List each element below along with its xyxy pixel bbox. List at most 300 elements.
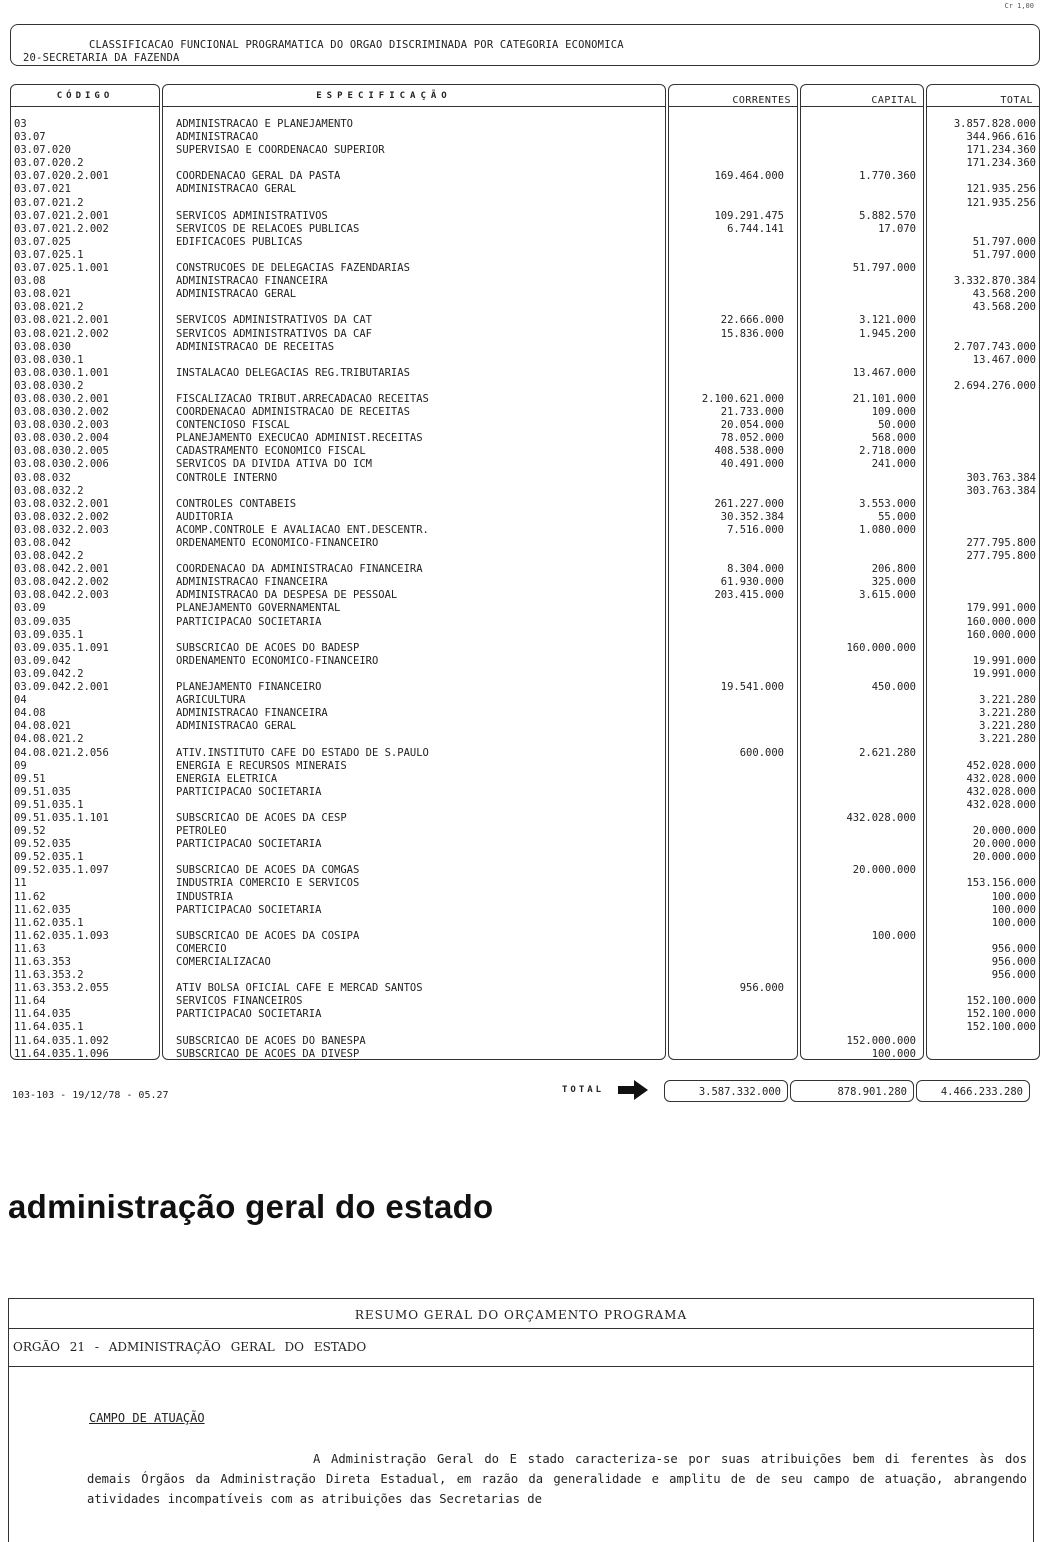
row-description: SERVICOS FINANCEIROS — [176, 995, 303, 1008]
row-description: ADMINISTRACAO GERAL — [176, 288, 297, 301]
resumo-title: RESUMO GERAL DO ORÇAMENTO PROGRAMA — [9, 1299, 1033, 1329]
row-total: 51.797.000 — [972, 248, 1036, 261]
row-correntes: 109.291.475 — [714, 209, 784, 222]
resumo-box — [8, 1298, 1034, 1542]
table-row — [10, 668, 1040, 681]
correntes-header: CORRENTES — [669, 85, 797, 107]
table-row — [10, 707, 1040, 720]
row-description: SERVICOS ADMINISTRATIVOS DA CAF — [176, 327, 372, 340]
row-code: 04.08.021.2 — [14, 733, 84, 746]
table-row — [10, 1048, 1040, 1061]
row-description: ACOMP.CONTROLE E AVALIACAO ENT.DESCENTR. — [176, 523, 429, 536]
row-description: SUPERVISAO E COORDENACAO SUPERIOR — [176, 144, 385, 157]
row-description: SUBSCRICAO DE ACOES DO BANESPA — [176, 1034, 366, 1047]
table-row — [10, 301, 1040, 314]
row-capital: 160.000.000 — [846, 641, 916, 654]
row-total: 3.332.870.384 — [953, 275, 1036, 288]
row-code: 03.08.042 — [14, 537, 71, 549]
table-row — [10, 864, 1040, 877]
row-total: 2.707.743.000 — [953, 340, 1036, 353]
row-code: 03.09.042.2.001 — [14, 681, 109, 694]
row-code: 03.08 — [14, 275, 46, 288]
row-total: 43.568.200 — [972, 288, 1036, 301]
row-description: ADMINISTRACAO FINANCEIRA — [176, 576, 328, 589]
table-row — [10, 720, 1040, 733]
row-code: 03.08.030.2.002 — [14, 406, 109, 419]
row-description: INDUSTRIA COMERCIO E SERVICOS — [176, 877, 360, 890]
codigo-header: CÓDIGO — [11, 85, 159, 107]
row-total: 956.000 — [991, 969, 1036, 982]
row-description: ADMINISTRACAO DE RECEITAS — [176, 340, 335, 353]
table-row — [10, 943, 1040, 956]
row-description: SUBSCRICAO DE ACOES DO BADESP — [176, 641, 360, 654]
table-row — [10, 131, 1040, 144]
table-row — [10, 969, 1040, 982]
table-row — [10, 511, 1040, 524]
row-description: INSTALACAO DELEGACIAS REG.TRIBUTARIAS — [176, 366, 410, 379]
orgao-name: 20-SECRETARIA DA FAZENDA — [23, 52, 180, 64]
row-description: ADMINISTRACAO E PLANEJAMENTO — [176, 118, 354, 130]
row-capital: 206.800 — [871, 563, 916, 576]
row-description: CONTROLES CONTABEIS — [176, 497, 297, 510]
row-code: 03.08.030.2.005 — [14, 445, 109, 458]
row-total: 3.221.280 — [979, 733, 1036, 746]
table-row — [10, 341, 1040, 354]
row-total: 19.991.000 — [972, 667, 1036, 680]
row-code: 03.07.020.2.001 — [14, 170, 109, 183]
row-code: 03.09.035.1 — [14, 628, 84, 641]
row-description: ATIV.INSTITUTO CAFE DO ESTADO DE S.PAULO — [176, 746, 429, 759]
table-row — [10, 904, 1040, 917]
row-description: PARTICIPACAO SOCIETARIA — [176, 903, 322, 916]
row-description: PARTICIPACAO SOCIETARIA — [176, 1008, 322, 1021]
row-total: 303.763.384 — [966, 484, 1036, 497]
row-correntes: 169.464.000 — [714, 170, 784, 183]
total-geral: 4.466.233.280 — [916, 1080, 1030, 1102]
row-code: 04.08 — [14, 707, 46, 720]
table-row — [10, 982, 1040, 995]
row-code: 03.07.021.2 — [14, 196, 84, 209]
table-row — [10, 249, 1040, 262]
row-total: 277.795.800 — [966, 537, 1036, 549]
table-row — [10, 576, 1040, 589]
row-code: 11.63.353.2 — [14, 969, 84, 982]
row-code: 11.64.035.1.096 — [14, 1047, 109, 1060]
table-row — [10, 1021, 1040, 1034]
row-capital: 2.718.000 — [859, 445, 916, 458]
row-code: 11.64.035.1 — [14, 1021, 84, 1034]
table-row — [10, 773, 1040, 786]
table-row — [10, 760, 1040, 773]
row-code: 04.08.021 — [14, 720, 71, 733]
table-row — [10, 655, 1040, 668]
table-row — [10, 458, 1040, 471]
row-description: CADASTRAMENTO ECONOMICO FISCAL — [176, 445, 366, 458]
row-correntes: 956.000 — [739, 982, 784, 995]
row-total: 3.857.828.000 — [953, 118, 1036, 130]
row-capital: 568.000 — [871, 432, 916, 445]
row-description: PARTICIPACAO SOCIETARIA — [176, 785, 322, 798]
row-capital: 50.000 — [878, 419, 916, 432]
row-capital: 1.080.000 — [859, 523, 916, 536]
row-total: 160.000.000 — [966, 628, 1036, 641]
row-code: 11.64.035 — [14, 1008, 71, 1021]
row-description: ADMINISTRACAO DA DESPESA DE PESSOAL — [176, 589, 398, 602]
row-description: ENERGIA E RECURSOS MINERAIS — [176, 759, 347, 772]
row-total: 2.694.276.000 — [953, 379, 1036, 392]
row-capital: 3.615.000 — [859, 589, 916, 602]
row-correntes: 7.516.000 — [727, 523, 784, 536]
row-code: 09.52.035 — [14, 838, 71, 851]
row-total: 3.221.280 — [979, 720, 1036, 733]
row-description: CONTROLE INTERNO — [176, 471, 278, 484]
table-row — [10, 183, 1040, 196]
table-row — [10, 694, 1040, 707]
table-row — [10, 314, 1040, 327]
row-description: COMERCIALIZACAO — [176, 956, 271, 968]
row-description: SUBSCRICAO DE ACOES DA COSIPA — [176, 929, 360, 942]
row-code: 03.08.021.2.001 — [14, 314, 109, 327]
row-capital: 21.101.000 — [852, 392, 916, 405]
row-code: 03.09.042.2 — [14, 667, 84, 680]
row-code: 03.08.030.2.006 — [14, 458, 109, 471]
table-row — [10, 275, 1040, 288]
campo-paragraph — [87, 1449, 1027, 1509]
row-total: 3.221.280 — [979, 707, 1036, 720]
row-description: SERVICOS ADMINISTRATIVOS — [176, 209, 328, 222]
row-code: 09.51.035.1 — [14, 798, 84, 811]
row-correntes: 203.415.000 — [714, 589, 784, 602]
row-code: 03.09 — [14, 602, 46, 615]
table-row — [10, 550, 1040, 563]
row-total: 100.000 — [991, 903, 1036, 916]
row-code: 03.07.021.2.001 — [14, 209, 109, 222]
table-row — [10, 393, 1040, 406]
row-code: 11.64.035.1.092 — [14, 1034, 109, 1047]
row-correntes: 408.538.000 — [714, 445, 784, 458]
row-description: COORDENACAO ADMINISTRACAO DE RECEITAS — [176, 406, 410, 419]
row-code: 03.07 — [14, 131, 46, 144]
row-total: 13.467.000 — [972, 353, 1036, 366]
row-total: 344.966.616 — [966, 131, 1036, 144]
row-code: 03.07.020 — [14, 144, 71, 157]
row-code: 09.51.035.1.101 — [14, 811, 109, 824]
row-code: 03.08.032.2 — [14, 484, 84, 497]
row-code: 03.07.025.1.001 — [14, 262, 109, 275]
row-total: 171.234.360 — [966, 144, 1036, 157]
table-row — [10, 118, 1040, 131]
row-capital: 17.070 — [878, 222, 916, 235]
row-capital: 109.000 — [871, 406, 916, 419]
row-total: 20.000.000 — [972, 838, 1036, 851]
row-correntes: 22.666.000 — [720, 314, 784, 327]
row-total: 19.991.000 — [972, 654, 1036, 667]
row-capital: 2.621.280 — [859, 746, 916, 759]
row-total: 432.028.000 — [966, 798, 1036, 811]
table-row — [10, 681, 1040, 694]
row-total: 153.156.000 — [966, 877, 1036, 890]
row-code: 03.08.032.2.001 — [14, 497, 109, 510]
row-code: 09.52.035.1.097 — [14, 864, 109, 877]
table-row — [10, 288, 1040, 301]
table-row — [10, 786, 1040, 799]
table-row — [10, 432, 1040, 445]
row-code: 09.51 — [14, 772, 46, 785]
row-code: 03.08.030.1.001 — [14, 366, 109, 379]
table-row — [10, 589, 1040, 602]
row-code: 11.63.353.2.055 — [14, 982, 109, 995]
row-total: 20.000.000 — [972, 851, 1036, 864]
row-correntes: 40.491.000 — [720, 458, 784, 471]
section-title: administração geral do estado — [8, 1188, 494, 1225]
row-code: 03.07.020.2 — [14, 157, 84, 170]
row-total: 452.028.000 — [966, 759, 1036, 772]
row-code: 03.07.021.2.002 — [14, 222, 109, 235]
row-capital: 152.000.000 — [846, 1034, 916, 1047]
row-code: 03.07.025 — [14, 235, 71, 248]
orgao-line: ORGÃO 21 - ADMINISTRAÇÃO GERAL DO ESTADO — [9, 1329, 1033, 1367]
row-code: 03.08.042.2.001 — [14, 563, 109, 576]
table-row — [10, 733, 1040, 746]
row-description: ADMINISTRACAO — [176, 131, 259, 144]
table-row — [10, 498, 1040, 511]
row-code: 09.51.035 — [14, 785, 71, 798]
row-code: 03.07.025.1 — [14, 248, 84, 261]
row-code: 03.09.042 — [14, 654, 71, 667]
row-capital: 241.000 — [871, 458, 916, 471]
arrow-right-icon — [618, 1080, 648, 1100]
row-total: 152.100.000 — [966, 995, 1036, 1008]
row-code: 03.08.032 — [14, 471, 71, 484]
total-correntes: 3.587.332.000 — [664, 1080, 788, 1102]
table-row — [10, 197, 1040, 210]
table-row — [10, 380, 1040, 393]
row-code: 09.52.035.1 — [14, 851, 84, 864]
row-code: 11.63 — [14, 942, 46, 955]
table-row — [10, 995, 1040, 1008]
row-total: 100.000 — [991, 890, 1036, 903]
campo-heading: CAMPO DE ATUAÇÃO — [89, 1411, 205, 1425]
row-capital: 51.797.000 — [852, 262, 916, 275]
row-capital: 450.000 — [871, 681, 916, 694]
row-code: 11.62.035 — [14, 903, 71, 916]
table-row — [10, 262, 1040, 275]
row-description: CONSTRUCOES DE DELEGACIAS FAZENDARIAS — [176, 262, 410, 275]
row-total: 956.000 — [991, 956, 1036, 968]
table-row — [10, 838, 1040, 851]
row-code: 09 — [14, 759, 27, 772]
row-description: PARTICIPACAO SOCIETARIA — [176, 615, 322, 628]
row-total: 303.763.384 — [966, 471, 1036, 484]
row-correntes: 61.930.000 — [720, 576, 784, 589]
row-description: CONTENCIOSO FISCAL — [176, 419, 290, 432]
row-code: 11.64 — [14, 995, 46, 1008]
row-description: AUDITORIA — [176, 510, 233, 523]
table-row — [10, 524, 1040, 537]
row-description: ORDENAMENTO ECONOMICO-FINANCEIRO — [176, 537, 379, 549]
row-code: 03 — [14, 118, 27, 130]
row-correntes: 6.744.141 — [727, 222, 784, 235]
row-description: SERVICOS DE RELACOES PUBLICAS — [176, 222, 360, 235]
table-row — [10, 642, 1040, 655]
row-total: 3.221.280 — [979, 694, 1036, 707]
total-capital: 878.901.280 — [790, 1080, 914, 1102]
row-total: 20.000.000 — [972, 825, 1036, 838]
row-description: AGRICULTURA — [176, 694, 246, 707]
row-code: 03.08.021.2 — [14, 301, 84, 314]
table-row — [10, 354, 1040, 367]
table-row — [10, 157, 1040, 170]
table-row — [10, 956, 1040, 969]
row-capital: 13.467.000 — [852, 366, 916, 379]
row-total: 179.991.000 — [966, 602, 1036, 615]
row-total: 152.100.000 — [966, 1008, 1036, 1021]
row-code: 03.08.021 — [14, 288, 71, 301]
table-row — [10, 1035, 1040, 1048]
row-correntes: 8.304.000 — [727, 563, 784, 576]
row-code: 03.08.030.2.001 — [14, 392, 109, 405]
table-row — [10, 537, 1040, 550]
report-header — [10, 24, 1040, 66]
row-description: INDUSTRIA — [176, 890, 233, 903]
table-row — [10, 406, 1040, 419]
table-row — [10, 917, 1040, 930]
capital-header: CAPITAL — [801, 85, 923, 107]
campo-paragraph-text: A Administração Geral do E stado caracteriza-se por suas atribuições bem di ferentes às dos demais Órgãos da Administração Direta Estadual, em razão da generalidade e amplitu de de seu campo de atuação, abrangendo atividades incompatíveis com as atribuições das Secretarias de — [87, 1452, 1027, 1506]
row-total: 171.234.360 — [966, 157, 1036, 170]
table-row — [10, 616, 1040, 629]
row-correntes: 19.541.000 — [720, 681, 784, 694]
row-code: 03.08.021.2.002 — [14, 327, 109, 340]
table-row — [10, 877, 1040, 890]
table-row — [10, 825, 1040, 838]
row-capital: 20.000.000 — [852, 864, 916, 877]
row-capital: 100.000 — [871, 929, 916, 942]
row-description: PARTICIPACAO SOCIETARIA — [176, 838, 322, 851]
row-total: 121.935.256 — [966, 183, 1036, 196]
row-description: ADMINISTRACAO GERAL — [176, 183, 297, 196]
print-id: 103-103 - 19/12/78 - 05.27 — [12, 1090, 169, 1101]
row-correntes: 20.054.000 — [720, 419, 784, 432]
row-capital: 1.770.360 — [859, 170, 916, 183]
report-title: CLASSIFICACAO FUNCIONAL PROGRAMATICA DO ORGAO DISCRIMINADA POR CATEGORIA ECONOMICA — [89, 39, 624, 51]
row-description: COMERCIO — [176, 942, 227, 955]
table-row — [10, 799, 1040, 812]
row-description: SERVICOS DA DIVIDA ATIVA DO ICM — [176, 458, 372, 471]
table-row — [10, 485, 1040, 498]
table-row — [10, 891, 1040, 904]
table-row — [10, 170, 1040, 183]
row-total: 121.935.256 — [966, 196, 1036, 209]
row-capital: 325.000 — [871, 576, 916, 589]
row-correntes: 21.733.000 — [720, 406, 784, 419]
row-description: ADMINISTRACAO FINANCEIRA — [176, 707, 328, 720]
row-code: 03.08.030 — [14, 340, 71, 353]
scale-mark: Cr 1,00 — [1004, 2, 1034, 10]
table-row — [10, 812, 1040, 825]
row-total: 51.797.000 — [972, 235, 1036, 248]
total-label: TOTAL — [562, 1085, 605, 1095]
row-code: 03.08.030.2 — [14, 379, 84, 392]
row-code: 03.09.035.1.091 — [14, 641, 109, 654]
row-description: SERVICOS ADMINISTRATIVOS DA CAT — [176, 314, 372, 327]
total-header: TOTAL — [927, 85, 1039, 107]
row-total: 432.028.000 — [966, 785, 1036, 798]
row-description: FISCALIZACAO TRIBUT.ARRECADACAO RECEITAS — [176, 392, 429, 405]
row-correntes: 261.227.000 — [714, 497, 784, 510]
row-correntes: 2.100.621.000 — [701, 392, 784, 405]
row-total: 152.100.000 — [966, 1021, 1036, 1034]
row-total: 432.028.000 — [966, 772, 1036, 785]
row-correntes: 30.352.384 — [720, 510, 784, 523]
row-code: 03.07.021 — [14, 183, 71, 196]
especificacao-header: ESPECIFICAÇÃO — [163, 85, 665, 107]
row-capital: 55.000 — [878, 510, 916, 523]
row-code: 11.62.035.1 — [14, 916, 84, 929]
row-total: 160.000.000 — [966, 615, 1036, 628]
row-code: 03.08.042.2.002 — [14, 576, 109, 589]
row-description: COORDENACAO GERAL DA PASTA — [176, 170, 341, 183]
table-row — [10, 472, 1040, 485]
budget-table — [10, 84, 1040, 1060]
row-correntes: 15.836.000 — [720, 327, 784, 340]
row-capital: 5.882.570 — [859, 209, 916, 222]
row-description: ADMINISTRACAO FINANCEIRA — [176, 275, 328, 288]
row-description: PETROLEO — [176, 825, 227, 838]
row-code: 11.62 — [14, 890, 46, 903]
table-body — [10, 118, 1040, 1061]
row-total: 100.000 — [991, 916, 1036, 929]
row-capital: 3.553.000 — [859, 497, 916, 510]
row-description: EDIFICACOES PUBLICAS — [176, 235, 303, 248]
table-row — [10, 602, 1040, 615]
table-row — [10, 236, 1040, 249]
row-code: 11 — [14, 877, 27, 890]
table-row — [10, 223, 1040, 236]
row-code: 03.08.030.2.003 — [14, 419, 109, 432]
row-capital: 1.945.200 — [859, 327, 916, 340]
row-code: 03.08.030.2.004 — [14, 432, 109, 445]
table-row — [10, 747, 1040, 760]
row-description: ORDENAMENTO ECONOMICO-FINANCEIRO — [176, 654, 379, 667]
row-code: 03.08.042.2.003 — [14, 589, 109, 602]
row-description: ADMINISTRACAO GERAL — [176, 720, 297, 733]
table-row — [10, 328, 1040, 341]
row-code: 11.63.353 — [14, 956, 71, 968]
row-capital: 432.028.000 — [846, 811, 916, 824]
row-description: COORDENACAO DA ADMINISTRACAO FINANCEIRA — [176, 563, 423, 576]
table-row — [10, 144, 1040, 157]
row-code: 03.08.042.2 — [14, 550, 84, 563]
table-row — [10, 210, 1040, 223]
row-correntes: 78.052.000 — [720, 432, 784, 445]
table-row — [10, 419, 1040, 432]
row-code: 04.08.021.2.056 — [14, 746, 109, 759]
row-code: 03.08.032.2.003 — [14, 523, 109, 536]
row-description: PLANEJAMENTO FINANCEIRO — [176, 681, 322, 694]
row-capital: 100.000 — [871, 1047, 916, 1060]
row-correntes: 600.000 — [739, 746, 784, 759]
row-code: 03.09.035 — [14, 615, 71, 628]
row-total: 277.795.800 — [966, 550, 1036, 563]
table-row — [10, 563, 1040, 576]
row-code: 11.62.035.1.093 — [14, 929, 109, 942]
row-capital: 3.121.000 — [859, 314, 916, 327]
table-row — [10, 367, 1040, 380]
row-description: ATIV BOLSA OFICIAL CAFE E MERCAD SANTOS — [176, 982, 423, 995]
table-row — [10, 1008, 1040, 1021]
table-row — [10, 930, 1040, 943]
